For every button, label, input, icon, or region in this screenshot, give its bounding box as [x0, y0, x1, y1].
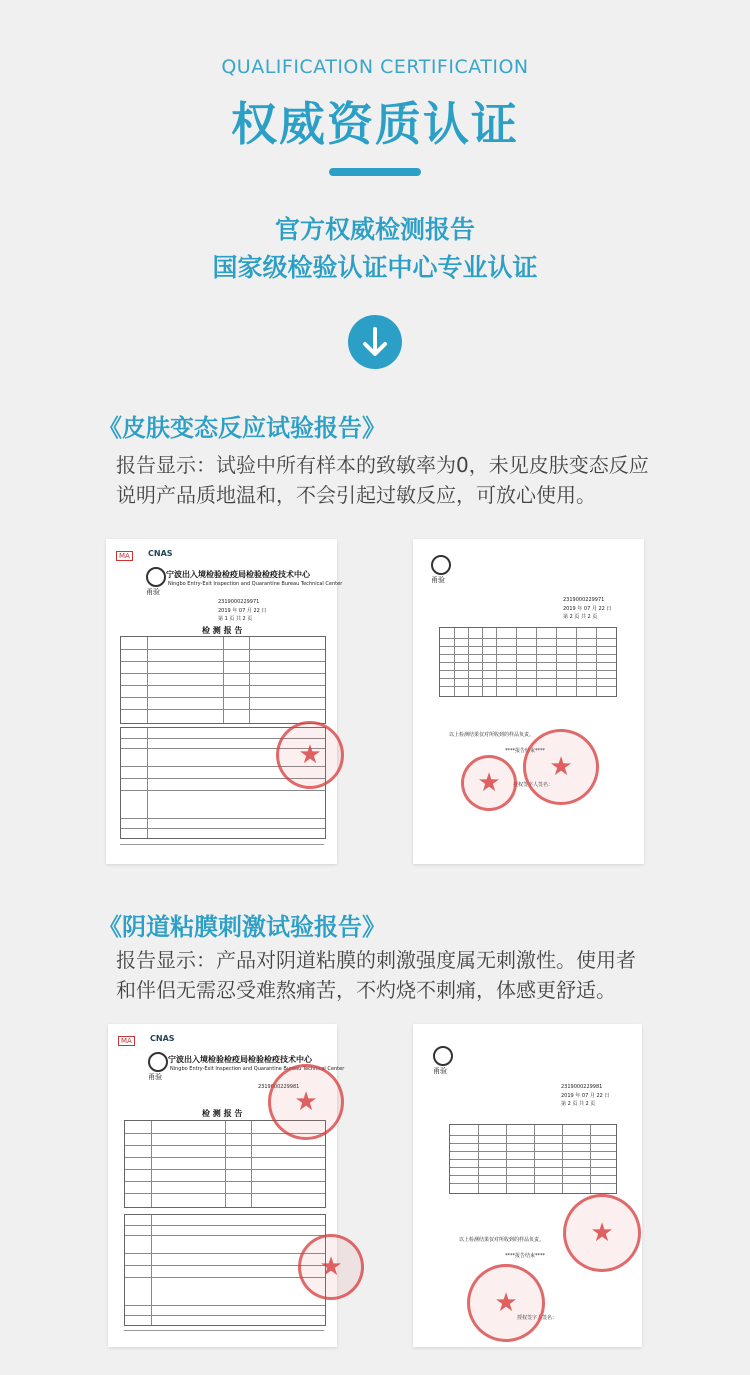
sealed-note: 以上检测结果仅对所收到的样品负责。	[449, 732, 535, 738]
lab-logo-icon	[148, 1052, 168, 1072]
seal-star-icon: ★	[477, 768, 501, 798]
section-desc-skin	[116, 450, 676, 510]
center-name: 宁波出入境检验检疫局检验检疫技术中心	[166, 570, 310, 579]
seal-star-icon: ★	[494, 1288, 518, 1318]
lab-short: 甬验	[431, 576, 445, 584]
cnas-logo: CNAS	[150, 1034, 175, 1043]
detail-table	[124, 1214, 326, 1326]
lab-logo-icon	[433, 1046, 453, 1066]
official-seal	[276, 721, 344, 789]
desc-line: 报告显示：试验中所有样本的致敏率为0，未见皮肤变态反应	[116, 453, 649, 477]
report-title: 检 测 报 告	[202, 626, 243, 635]
report-page-mucosa-1	[108, 1024, 345, 1347]
section-desc-mucosa	[116, 945, 676, 1005]
report-date: 2019 年 07 月 22 日	[563, 606, 612, 612]
sealed-note: 以上检测结果仅对所收到的样品负责。	[459, 1237, 545, 1243]
result-table	[449, 1124, 617, 1194]
report-title: 检 测 报 告	[202, 1109, 243, 1118]
report-no: 2319000229971	[218, 599, 260, 605]
page-no: 第 2 页 共 2 页	[563, 614, 598, 620]
desc-line: 和伴侣无需忍受难熬痛苦，不灼烧不刺痛，体感更舒适。	[116, 978, 616, 1002]
official-seal	[563, 1194, 641, 1272]
report-no: 2319000229981	[561, 1084, 603, 1090]
end-mark: ****报告结束****	[505, 1253, 546, 1259]
report-date: 2019 年 07 月 22 日	[218, 608, 267, 614]
arrow-down-circle-icon	[348, 315, 402, 369]
cma-logo: MA	[118, 1036, 135, 1046]
report-date: 2019 年 07 月 22 日	[561, 1093, 610, 1099]
lab-short: 甬验	[148, 1073, 162, 1081]
official-seal	[461, 755, 517, 811]
center-name: 宁波出入境检验检疫局检验检疫技术中心	[168, 1055, 312, 1064]
section-heading-mucosa: 《阴道粘膜刺激试验报告》	[98, 913, 386, 941]
report-page-mucosa-2	[413, 1024, 642, 1347]
page-no: 第 2 页 共 2 页	[561, 1101, 596, 1107]
seal-star-icon: ★	[319, 1252, 343, 1282]
cma-logo: MA	[116, 551, 133, 561]
official-seal	[268, 1064, 344, 1140]
page-title: 权威资质认证	[231, 97, 519, 151]
report-no: 2319000229981	[258, 1084, 300, 1090]
report-no: 2319000229971	[563, 597, 605, 603]
official-seal	[298, 1234, 364, 1300]
sign-label: 授权签字人签名：	[513, 782, 554, 788]
lab-logo-icon	[431, 555, 451, 575]
seal-star-icon: ★	[294, 1087, 318, 1117]
end-mark: ****报告结束****	[505, 748, 546, 754]
page-no: 第 1 页 共 2 页	[218, 616, 253, 622]
result-table	[439, 627, 617, 697]
subtitle-1: 官方权威检测报告	[274, 215, 475, 244]
report-footer-line	[120, 844, 324, 845]
info-table	[120, 636, 326, 724]
sign-label: 授权签字人签名：	[517, 1315, 558, 1321]
seal-star-icon: ★	[298, 740, 322, 770]
subtitle-2: 国家级检验认证中心专业认证	[212, 253, 538, 282]
lab-logo-icon	[146, 567, 166, 587]
report-page-skin-1	[106, 539, 343, 864]
lab-short: 甬验	[433, 1067, 447, 1075]
report-footer-line	[124, 1330, 324, 1331]
official-seal	[467, 1264, 545, 1342]
title-underline	[329, 168, 421, 176]
center-name-en: Ningbo Entry-Exit Inspection and Quarantine Bureau Technical Center	[170, 1066, 345, 1072]
report-page-skin-2	[413, 539, 644, 864]
en-title: QUALIFICATION CERTIFICATION	[221, 56, 529, 78]
cnas-logo: CNAS	[148, 549, 173, 558]
desc-line: 报告显示：产品对阴道粘膜的刺激强度属无刺激性。使用者	[116, 948, 636, 972]
official-seal	[523, 729, 599, 805]
section-heading-skin: 《皮肤变态反应试验报告》	[98, 414, 386, 442]
lab-short: 甬验	[146, 588, 160, 596]
seal-star-icon: ★	[590, 1218, 614, 1248]
seal-star-icon: ★	[549, 752, 573, 782]
desc-line: 说明产品质地温和，不会引起过敏反应，可放心使用。	[116, 483, 596, 507]
center-name-en: Ningbo Entry-Exit Inspection and Quarantine Bureau Technical Center	[168, 581, 343, 587]
